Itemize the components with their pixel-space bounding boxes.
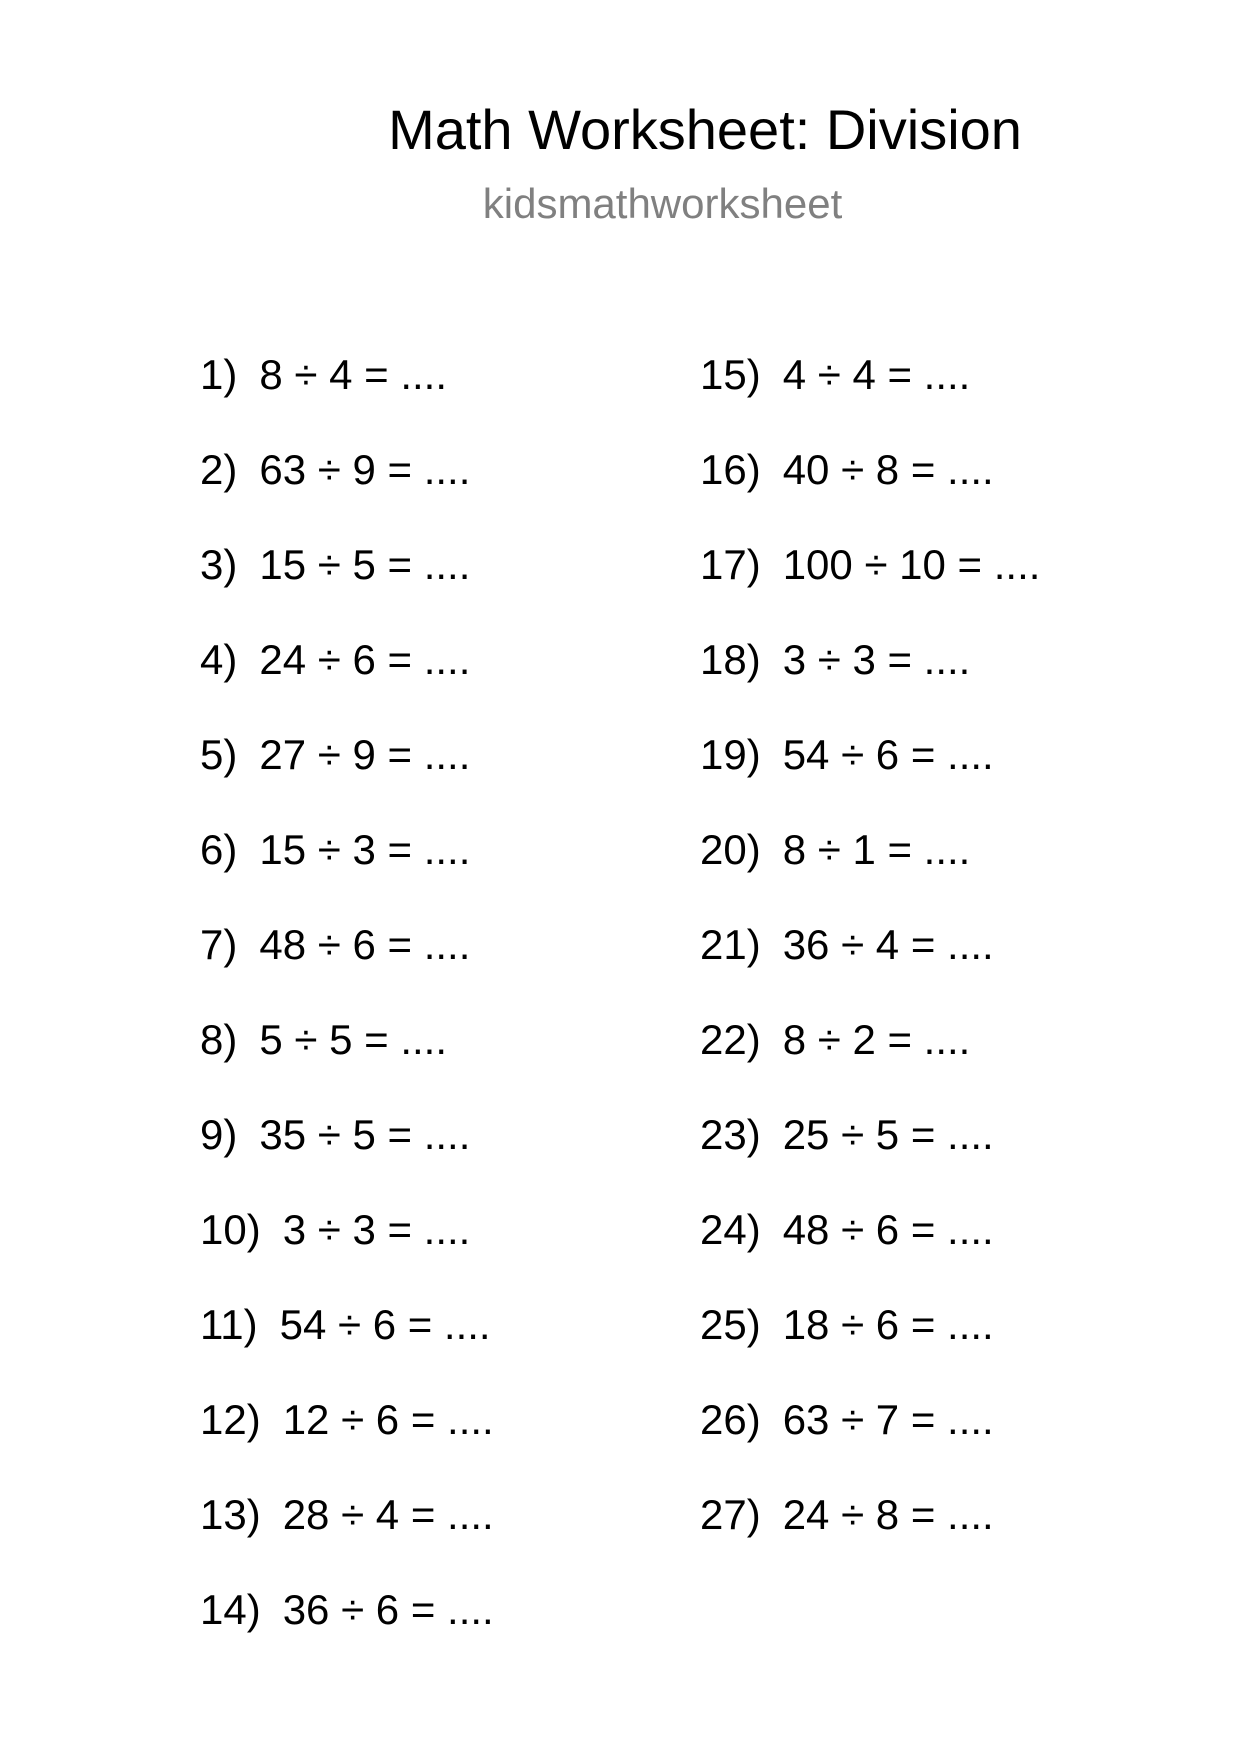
problem-item bbox=[700, 1395, 1040, 1490]
problem-expression: 15 ÷ 3 = .... bbox=[259, 826, 471, 873]
problem-number: 20) bbox=[700, 826, 761, 873]
problem-number: 3) bbox=[200, 541, 238, 588]
problem-expression: 3 ÷ 3 = .... bbox=[782, 636, 971, 683]
problem-item bbox=[200, 350, 494, 445]
problem-number: 5) bbox=[200, 731, 238, 778]
problem-item bbox=[200, 1300, 494, 1395]
problem-item bbox=[700, 1205, 1040, 1300]
problem-expression: 8 ÷ 4 = .... bbox=[259, 351, 448, 398]
problem-item bbox=[200, 730, 494, 825]
problem-expression: 54 ÷ 6 = .... bbox=[782, 731, 994, 778]
problem-item bbox=[200, 1205, 494, 1300]
problem-number: 19) bbox=[700, 731, 761, 778]
worksheet-subtitle: kidsmathworksheet bbox=[482, 180, 843, 227]
problem-item bbox=[200, 1015, 494, 1110]
problem-item bbox=[200, 1395, 494, 1490]
problem-number: 11) bbox=[200, 1301, 258, 1348]
problem-number: 7) bbox=[200, 921, 238, 968]
problem-number: 1) bbox=[200, 351, 238, 398]
problem-number: 6) bbox=[200, 826, 238, 873]
problem-expression: 36 ÷ 6 = .... bbox=[282, 1586, 494, 1633]
problem-item bbox=[700, 1110, 1040, 1205]
problem-expression: 3 ÷ 3 = .... bbox=[282, 1206, 471, 1253]
problem-number: 12) bbox=[200, 1396, 261, 1443]
problem-number: 22) bbox=[700, 1016, 761, 1063]
problem-number: 14) bbox=[200, 1586, 261, 1633]
problem-number: 2) bbox=[200, 446, 238, 493]
problem-number: 27) bbox=[700, 1491, 761, 1538]
problem-item bbox=[200, 540, 494, 635]
problem-item bbox=[200, 825, 494, 920]
problem-expression: 8 ÷ 2 = .... bbox=[782, 1016, 971, 1063]
problem-item bbox=[700, 635, 1040, 730]
problem-expression: 63 ÷ 9 = .... bbox=[259, 446, 471, 493]
problem-number: 9) bbox=[200, 1111, 238, 1158]
problem-expression: 4 ÷ 4 = .... bbox=[782, 351, 971, 398]
problem-item bbox=[200, 1490, 494, 1585]
problem-expression: 12 ÷ 6 = .... bbox=[282, 1396, 494, 1443]
problem-expression: 100 ÷ 10 = .... bbox=[782, 541, 1041, 588]
problem-expression: 54 ÷ 6 = .... bbox=[279, 1301, 491, 1348]
problem-number: 13) bbox=[200, 1491, 261, 1538]
problem-expression: 28 ÷ 4 = .... bbox=[282, 1491, 494, 1538]
problem-column-left bbox=[200, 350, 494, 1680]
problem-item bbox=[700, 825, 1040, 920]
problem-number: 23) bbox=[700, 1111, 761, 1158]
problem-item bbox=[700, 1300, 1040, 1395]
problem-item bbox=[200, 920, 494, 1015]
problem-item bbox=[700, 445, 1040, 540]
problem-item bbox=[700, 730, 1040, 825]
problem-expression: 63 ÷ 7 = .... bbox=[782, 1396, 994, 1443]
problem-expression: 18 ÷ 6 = .... bbox=[782, 1301, 994, 1348]
worksheet-title: Math Worksheet: Division bbox=[388, 98, 1022, 161]
problem-expression: 48 ÷ 6 = .... bbox=[259, 921, 471, 968]
problem-number: 26) bbox=[700, 1396, 761, 1443]
problem-number: 21) bbox=[700, 921, 761, 968]
problem-number: 18) bbox=[700, 636, 761, 683]
problem-item bbox=[200, 1110, 494, 1205]
problem-item bbox=[700, 540, 1040, 635]
problem-number: 10) bbox=[200, 1206, 261, 1253]
problem-item bbox=[700, 920, 1040, 1015]
problem-item bbox=[700, 350, 1040, 445]
problem-number: 17) bbox=[700, 541, 761, 588]
problem-item bbox=[700, 1015, 1040, 1110]
problem-number: 25) bbox=[700, 1301, 761, 1348]
problem-item bbox=[200, 1585, 494, 1680]
problem-expression: 15 ÷ 5 = .... bbox=[259, 541, 471, 588]
problem-number: 8) bbox=[200, 1016, 238, 1063]
problem-column-right bbox=[700, 350, 1040, 1585]
problem-item bbox=[200, 445, 494, 540]
problem-item bbox=[700, 1490, 1040, 1585]
problem-expression: 8 ÷ 1 = .... bbox=[782, 826, 971, 873]
problem-expression: 5 ÷ 5 = .... bbox=[259, 1016, 448, 1063]
problem-number: 24) bbox=[700, 1206, 761, 1253]
problem-number: 15) bbox=[700, 351, 761, 398]
problem-expression: 27 ÷ 9 = .... bbox=[259, 731, 471, 778]
problem-number: 16) bbox=[700, 446, 761, 493]
problem-expression: 24 ÷ 8 = .... bbox=[782, 1491, 994, 1538]
problem-expression: 48 ÷ 6 = .... bbox=[782, 1206, 994, 1253]
problem-expression: 36 ÷ 4 = .... bbox=[782, 921, 994, 968]
problem-number: 4) bbox=[200, 636, 238, 683]
problem-expression: 35 ÷ 5 = .... bbox=[259, 1111, 471, 1158]
problem-expression: 40 ÷ 8 = .... bbox=[782, 446, 994, 493]
problem-expression: 25 ÷ 5 = .... bbox=[782, 1111, 994, 1158]
problem-expression: 24 ÷ 6 = .... bbox=[259, 636, 471, 683]
problem-item bbox=[200, 635, 494, 730]
